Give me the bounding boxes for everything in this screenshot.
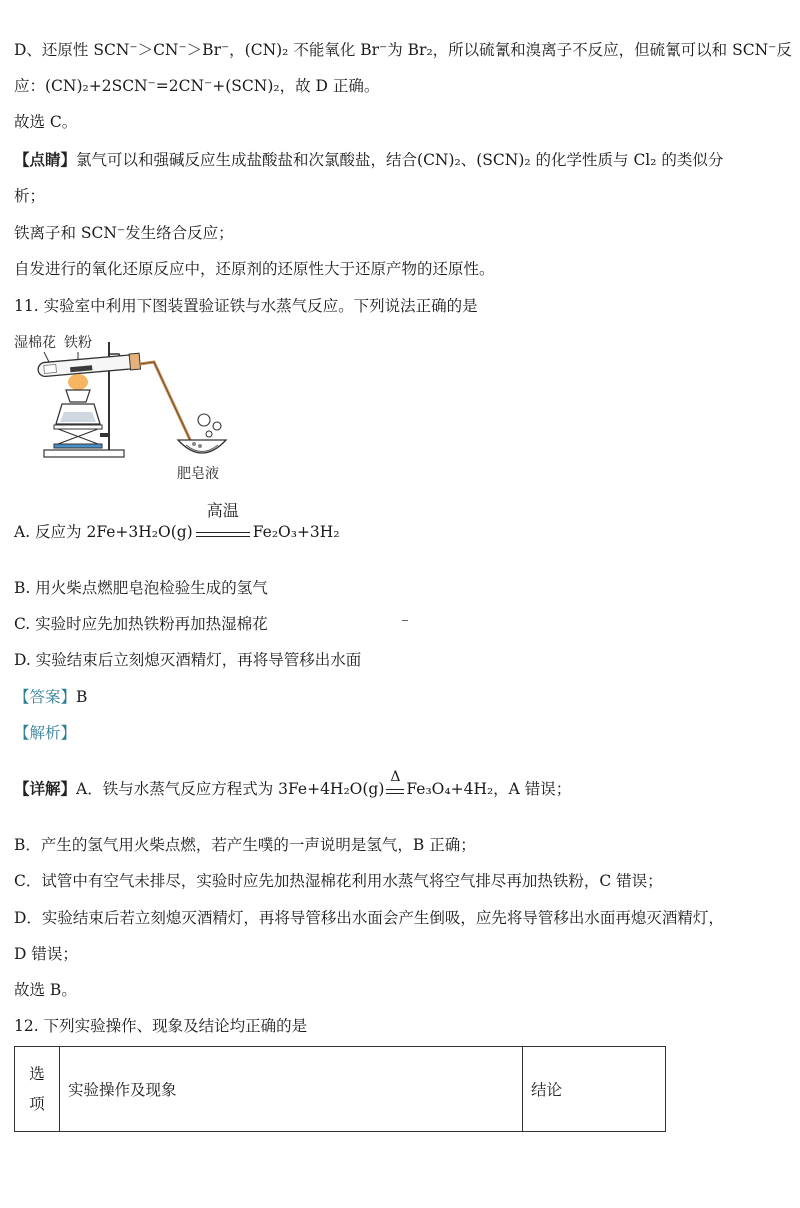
q10-option-d-line2: 应：(CN)₂+2SCN⁻=2CN⁻+(SCN)₂，故 D 正确。	[14, 77, 380, 95]
q11-stem: 11. 实验室中利用下图装置验证铁与水蒸气反应。下列说法正确的是	[14, 297, 478, 315]
q11-option-a	[14, 501, 340, 543]
condition-text: 高温	[206, 501, 239, 520]
q12-table	[14, 1046, 666, 1132]
foam-2	[198, 444, 202, 448]
jack-bottom	[54, 444, 102, 448]
lamp-liquid	[60, 412, 96, 422]
delivery-tube	[140, 362, 192, 444]
jack-knob	[100, 433, 110, 437]
analysis-line	[14, 722, 76, 744]
delta-symbol: Δ	[390, 769, 401, 785]
label-wet-cotton: 湿棉花	[14, 335, 56, 351]
detail-d-line1: D．实验结束后若立刻熄灭酒精灯，再将导管移出水面会产生倒吸，应先将导管移出水面再熄灭酒精灯，	[14, 909, 724, 927]
detail-c: C．试管中有空气未排尽，实验时应先加热湿棉花利用水蒸气将空气排尽再加热铁粉，C 错误；	[14, 872, 663, 890]
bubble-1	[198, 414, 210, 426]
heat-condition	[386, 769, 404, 794]
stopper	[129, 353, 140, 370]
answer-tag: 【答案】	[14, 688, 77, 706]
stray-mark	[402, 620, 408, 621]
test-tube	[37, 353, 140, 378]
answer-value: B	[76, 688, 88, 706]
detail-a	[14, 769, 572, 800]
foam-1	[192, 442, 196, 446]
detail-b: B．产生的氢气用火柴点燃，若产生噗的一声说明是氢气，B 正确；	[14, 836, 476, 854]
table-header-row	[15, 1047, 666, 1132]
detail-d-line2: D 错误；	[14, 945, 78, 963]
analysis-tag: 【解析】	[14, 724, 77, 742]
delta-double-line	[386, 789, 404, 794]
comment-line4: 自发进行的氧化还原反应中，还原剂的还原性大于还原产物的还原性。	[14, 260, 495, 278]
col-option-header	[15, 1047, 60, 1132]
answer-line	[14, 686, 87, 708]
detail-tag: 【详解】	[14, 779, 77, 798]
option-a-prefix: A. 反应为 2Fe+3H₂O(g)	[14, 523, 193, 541]
lamp-cap	[66, 390, 90, 402]
q12-stem: 12. 下列实验操作、现象及结论均正确的是	[14, 1017, 308, 1035]
iron-steam-apparatus-diagram	[14, 332, 264, 492]
q10-choose: 故选 C。	[14, 113, 78, 131]
delivery-tube-outline	[140, 362, 192, 444]
detail-a-suffix: Fe₃O₄+4H₂，A 错误；	[406, 780, 572, 798]
high-temp-condition	[196, 501, 250, 537]
comment-text1: 氯气可以和强碱反应生成盐酸盐和次氯酸盐，结合(CN)₂、(SCN)₂ 的化学性质与 Cl₂ 的类似分	[76, 151, 724, 169]
q11-option-c: C. 实验时应先加热铁粉再加热湿棉花	[14, 615, 268, 633]
q11-choose: 故选 B。	[14, 981, 77, 999]
col-conclusion-header: 结论	[523, 1047, 666, 1132]
col-option-line2: 项	[29, 1095, 45, 1113]
bubble-2	[213, 422, 221, 430]
comment-line1	[14, 149, 723, 171]
comment-tag: 【点睛】	[14, 150, 77, 169]
double-line	[196, 532, 250, 537]
q11-option-d: D. 实验结束后立刻熄灭酒精灯，再将导管移出水面	[14, 651, 362, 669]
col-operation-header: 实验操作及现象	[60, 1047, 523, 1132]
comment-line2: 析；	[14, 187, 46, 205]
label-iron-powder: 铁粉	[64, 335, 92, 351]
detail-a-prefix: A．铁与水蒸气反应方程式为 3Fe+4H₂O(g)	[76, 780, 385, 798]
apparatus-figure	[14, 332, 264, 492]
label-soap-solution: 肥皂液	[177, 466, 219, 482]
jack-top	[54, 425, 102, 429]
q10-option-d-line1: D、还原性 SCN⁻＞CN⁻＞Br⁻，(CN)₂ 不能氧化 Br⁻为 Br₂，所以硫氰和溴离子不反应，但硫氰可以和 SCN⁻反	[14, 41, 792, 59]
flame	[68, 374, 88, 390]
col-option-line1: 选	[29, 1065, 45, 1083]
jack-scissors	[58, 429, 98, 444]
option-a-suffix: Fe₂O₃+3H₂	[252, 523, 340, 541]
bubble-3	[206, 431, 212, 437]
q11-option-b: B. 用火柴点燃肥皂泡检验生成的氢气	[14, 579, 268, 597]
stand-base	[44, 450, 124, 457]
comment-line3: 铁离子和 SCN⁻发生络合反应；	[14, 224, 234, 242]
wet-cotton	[44, 364, 57, 373]
